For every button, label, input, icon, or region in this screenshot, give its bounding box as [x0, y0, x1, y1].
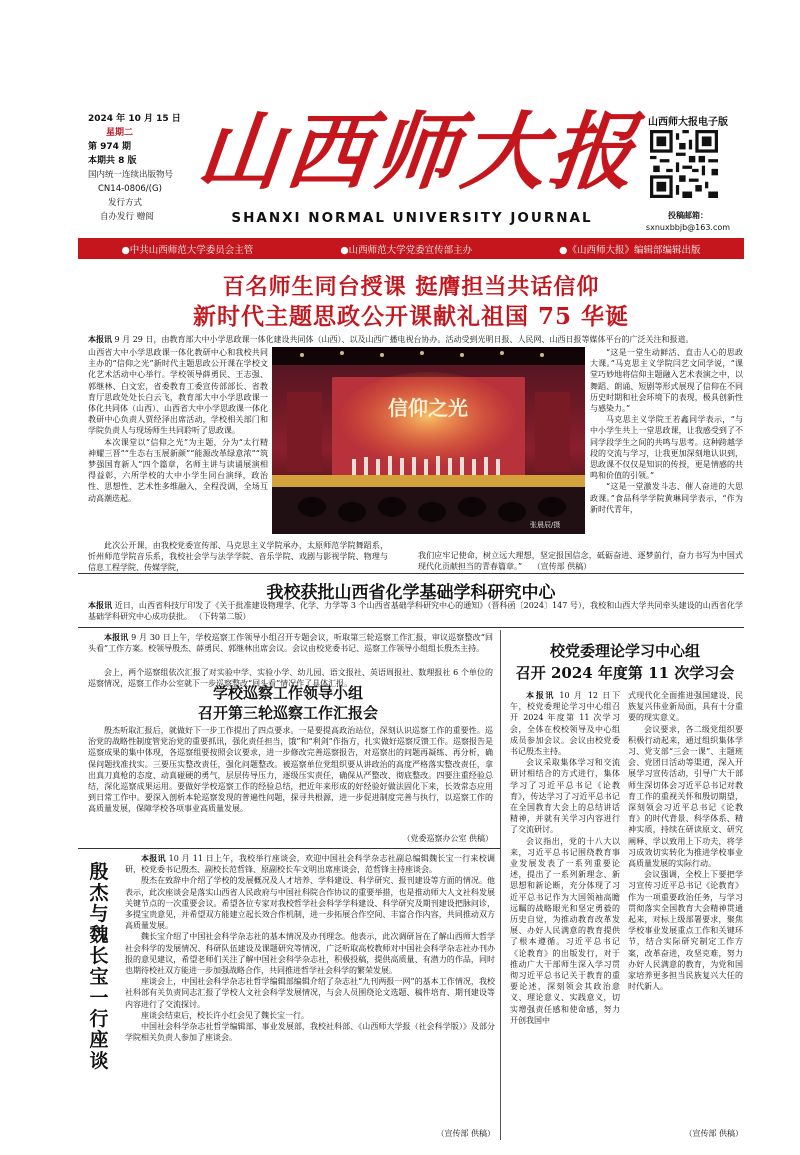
- article4-body: [125, 853, 495, 1125]
- article5-col1: [510, 690, 620, 1110]
- cn-number: CN14-0806/(G): [98, 184, 162, 194]
- article4-sign: （宣传部 供稿）: [436, 1129, 495, 1138]
- newspaper-logo: [192, 102, 644, 212]
- article5-headline: [505, 640, 745, 684]
- sponsor-item-3: ●《山西师大报》编辑部编辑出版: [559, 244, 701, 256]
- article1-col3-p2: 马克思主义学院王若鑫同学表示，“与中小学生共上一堂思政课，让我感受到了不同学段学生之间的共鸣与思考。这种跨越学段的交流与学习，让我更加深刻地认识到，思政课不仅仅是知识的传授，更是情感的共鸣和价值的引领。”: [590, 415, 743, 481]
- column-divider: [500, 630, 501, 1140]
- article5-p3: 会议指出，党的十八大以来，习近平总书记围绕教育事业发展发表了一系列重要论述，提出了一系列新理念、新思想和新论断，充分体现了习近平总书记作为大国领袖高瞻远瞩的战略眼光和坚定勇毅的历史自觉，为推动教育改革发展、办好人民满意的教育提供了根本遵循。习近平总书记《论教育》的出版发行，对于推动广大干部师生深入学习贯彻习近平总书记关于教育的重要论述，深刻领会其政治意义、理论意义、实践意义，切实增强责任感和使命感，努力开创我国中: [510, 836, 620, 1025]
- article4-p4: 座谈会上，中国社会科学杂志社哲学编辑部编辑介绍了杂志社“九刊两报一网”的基本工作情况，我校社科部有关负责同志汇报了学校人文社会科学发展情况，与会人员围绕论文选题、稿件培育、期刊建设等内容进行了交流探讨。: [125, 977, 495, 1009]
- article5-sign: （宣传部 供稿）: [684, 1129, 743, 1138]
- article5-headline-b: 召开 2024 年度第 11 次学习会: [515, 664, 735, 682]
- article1-col3-p1: “这是一堂生动鲜活、直击人心的思政大课。”马克思主义学院闫艺文同学说，“课堂巧妙地将信仰主题融入艺术表演之中，以舞蹈、朗诵、短剧等形式展现了信仰在不同历史时期和社会环境下的表现，极具创新性与感染力。”: [590, 348, 743, 414]
- issue-date: 2024 年 10 月 15 日: [88, 114, 181, 124]
- issue-pages: 本期共 8 版: [88, 156, 137, 166]
- article2-headline: 我校获批山西省化学基础学科研究中心: [266, 583, 556, 603]
- article4-p6: 中国社会科学杂志社哲学编辑部、事业发展部，我校社科部、《山西师大学报（社会科学版）》及部分学院相关负责人参加了座谈会。: [125, 1022, 495, 1043]
- article2-text: 近日，山西省科技厅印发了《关于批准建设物理学、化学、力学等 3 个山西省基础学科研究中心的通知》（晋科函〔2024〕147 号），我校和山西大学共同牵头建设的山西省化学基础学科研究中心成功获批。: [88, 601, 743, 622]
- distribution-value: 自办发行 赠阅: [100, 212, 154, 222]
- event-photo: [272, 347, 585, 534]
- photo-credit: 张晨辰/摄: [530, 521, 561, 529]
- article4-p3: 魏长宝介绍了中国社会科学杂志社的基本情况及办刊理念。他表示，此次调研旨在了解山西师大哲学社会科学的发展情况、科研队伍建设及课题研究等情况，广泛听取高校教师对中国社会科学杂志社办刊办报的意见建议，希望老师们关注了解中国社会科学杂志社，积极投稿，提供高质量、有潜力的作品，同时也期待校社双方能进一步加强战略合作，共同推进哲学社会科学的繁荣发展。: [125, 932, 495, 976]
- epaper-label: 山西师大报电子版: [648, 117, 728, 128]
- article4-p5: 座谈会结束后，校长许小红会见了魏长宝一行。: [141, 1010, 309, 1020]
- article5-p4: 式现代化全面推进强国建设、民族复兴伟业新局面，具有十分重要的现实意义。: [628, 691, 743, 723]
- divider: [78, 627, 744, 628]
- logo-text: 山西师大报: [192, 102, 644, 201]
- article3-lead: 本报讯: [104, 633, 129, 642]
- article1-bottom-mid: [418, 550, 743, 574]
- article5-p1: 10 月 12 日下午，校党委理论学习中心组召开 2024 年度第 11 次学习会，全体在校校领导及中心组成员参加会议。会议由校党委书记殷杰主持。: [510, 691, 620, 757]
- journal-english-title: SHANXI NORMAL UNIVERSITY JOURNAL: [231, 210, 593, 226]
- photo-stage-caption: 信仰之光: [388, 396, 468, 420]
- article3-p2: 会上，两个巡察组依次汇报了对实验中学、实验小学、幼儿园、语文报社、英语周报社、数理报社 6 个单位的巡察情况，巡察工作办公室就下一步巡察整改“回头看”情况作了具体汇报。: [88, 668, 493, 689]
- divider: [78, 573, 744, 574]
- article1-col1: [88, 347, 268, 537]
- article5-p2: 会议采取集体学习和交流研讨相结合的方式进行，集体学习了习近平总书记《论教育》，传达学习了习近平总书记在全国教育大会上的总结讲话精神，并就有关学习内容进行了交流研讨。: [510, 758, 620, 835]
- article3-body: [88, 725, 493, 830]
- article5-col2: [628, 690, 743, 1120]
- article1-top-text: 9 月 29 日，由教育部大中小学思政课一体化建设共同体（山西）、以及山西广播电视台协办。活动受到光明日报、人民网、山西日报等媒体平台的广泛关注和报道。: [114, 335, 694, 344]
- article4-vertical-headline: 殷杰与魏长宝一行座谈: [89, 861, 109, 1072]
- article3-p1: 9 月 30 日上午，学校巡察工作领导小组召开专题会议，听取第三轮巡察工作汇报，审议巡察整改“回头看”工作方案。校领导殷杰、薛勇民、郭继林出席会议。会议由校党委书记、巡察工作领导小组组长殷杰主持。: [88, 633, 493, 654]
- sponsor-bar: [78, 238, 744, 259]
- divider: [78, 848, 500, 849]
- article1-col1-p2: 本次课堂以“信仰之光”为主题，分为“太行精神耀三晋”“生态右玉展新颜”“能源改革绿意浓”“筑梦强国育新人”四个篇章，名师主讲与读诵展演相得益彰，六所学校的大中小学生同台演绎，政治性、思想性、艺术性多维融入，全程没调，全场互动高潮迭起。: [88, 437, 268, 503]
- masthead-info: [88, 112, 198, 224]
- sponsor-item-1: ●中共山西师范大学委员会主管: [121, 244, 254, 256]
- issue-number: 第 974 期: [88, 142, 132, 152]
- sponsor-item-2: ●山西师范大学党委宣传部主办: [340, 244, 473, 256]
- article3-headline-a: 学校巡察工作领导小组: [212, 684, 363, 702]
- article5-p6: 会议强调，全校上下要把学习宣传习近平总书记《论教育》作为一项重要政治任务，与学习贯彻落实全国教育大会精神贯通起来，对标上级部署要求，聚焦学校事业发展重点工作和关键环节，结合实际研究制定工作方案，改革奋进，攻坚克难，努力办好人民满意的教育，为党和国家培养更多担当民族复兴大任的时代新人。: [628, 870, 743, 992]
- article4-p2: 殷杰在致辞中介绍了学校的发展概况及人才培养、学科建设、科学研究、报刊建设等方面的情况。他表示，此次座谈会是落实山西省人民政府与中国社科院合作协议的重要举措，也是推动师大人文社科发展关键节点的一次重要会议。希望各位专家对我校哲学社会科学学科建设、科学研究及期刊建设把脉问诊，多提宝贵意见，并希望双方能建立起长效合作机制，进一步拓展合作空间、丰富合作内容，共同推动双方高质量发展。: [125, 876, 495, 931]
- article1-col3: [590, 347, 743, 545]
- article5-p5: 会议要求，各二级党组织要积极行动起来，通过组织集体学习、党支部“三会一课”、主题班会、党团日活动等渠道，深入开展学习宣传活动，引导广大干部师生深切体会习近平总书记对教育工作的重视关怀和殷切期望，深刻领会习近平总书记《论教育》的时代背景、科学体系、精神实质，持续在研读原文、研究阐释、学以致用上下功夫，将学习成效切实转化为推进学校事业高质量发展的实际行动。: [628, 724, 743, 869]
- article1-sign: （宣传部 供稿）: [532, 562, 592, 572]
- article4-p1: 10 月 11 日上午，我校举行座谈会，欢迎中国社会科学杂志社副总编辑魏长宝一行来校调研，校党委书记殷杰、副校长范哲锋、原副校长车文明出席座谈会，范哲锋主持座谈会。: [125, 854, 495, 875]
- article1-col1-p1: 山西省大中小学思政课一体化教研中心和我校共同主办的“信仰之光”新时代主题思政公开课在学校文化艺术活动中心举行。学校领导薛勇民、王志强、郭继林、白文宏，省委教育工委宣传部部长、省教育厅思政处处长白云飞，教育部大中小学思政课一体化共同体（山西）、山西省大中小学思政课一体化教研中心负责人贾经泽出席活动，学校相关部门和学院负责人与现场师生共同聆听了思政课。: [88, 348, 268, 436]
- article1-bottom-mid-text: 我们应牢记使命，树立远大理想，坚定报国信念，砥砺奋进、逐梦前行，奋力书写为中国式现代化贡献担当的青春篇章。”: [418, 551, 743, 572]
- article4-lead: 本报讯: [141, 854, 166, 863]
- contribution-info: [628, 210, 748, 234]
- distribution-label: 发行方式: [108, 198, 143, 208]
- article2-continued[interactable]: （下转第二版）: [194, 612, 251, 622]
- article1-headline-b: 新时代主题思政公开课献礼祖国 75 华诞: [192, 303, 630, 330]
- article5-headline-a: 校党委理论学习中心组: [549, 642, 700, 660]
- qr-code-icon[interactable]: [650, 130, 718, 198]
- article2-body: [88, 600, 743, 623]
- contribution-email[interactable]: sxnuxbbjb@163.com: [645, 223, 731, 232]
- article3-headline: [78, 683, 498, 723]
- article1-lead: 本报讯: [88, 335, 112, 344]
- cn-label: 国内统一连续出版物号: [88, 170, 174, 180]
- article1-col1-p3: 此次公开课，由我校党委宣传部、马克思主义学院承办，太原师范学院舞蹈系，忻州师范学院音乐系，我校社会学与法学学院、音乐学院、戏剧与影视学院、物理与信息工程学院、传媒学院，: [88, 541, 388, 573]
- article3-headline-b: 召开第三轮巡察工作汇报会: [197, 704, 378, 722]
- article1-headline-a: 百名师生同台授课 挺膺担当共话信仰: [222, 274, 600, 300]
- article1-top-line: [88, 334, 743, 347]
- contribution-label: 投稿邮箱：: [668, 211, 708, 220]
- article3-p3: 殷杰听取汇报后，就做好下一步工作提出了四点要求。一是要提高政治站位，深刻认识巡察工作的重要性。巡治党的战略性制度管党治党的重要抓讯，强化责任担当，饿”和“利剑”作指方，扎实做好巡察反馈工作。巡察报告是巡察成果的集中体现，各巡察组要按照会议要求，进一步修改完善巡察报告，对巡察出的问题再凝练、再分析，确保问题找准找实。三要压实整改责任，强化问题整改。被巡察单位党组织要从讲政治的高度严格落实整改责任，拿出真刀真枪的态度、动真碰硬的勇气，层层传导压力，逐级压实责任，确保从严整改、彻底整改。四要注重经验总结，深化巡察成果运用。要做好学校巡察工作的经验总结，把近年来形成的好经验好做法固化下来，长效常态应用到日常工作中。要深入剖析本轮巡察发现的普遍性问题，探寻共根源，进一步促进制度完善与执行，以巡察工作的高质量发展，保障学校各项事业高质量发展。: [88, 726, 493, 814]
- article3-sign: （党委巡察办公室 供稿）: [402, 834, 493, 843]
- issue-weekday: 星期二: [106, 128, 134, 138]
- article2-lead: 本报讯: [88, 601, 113, 610]
- article5-lead: 本报讯: [526, 691, 556, 700]
- article1-col3-p3: “这是一堂激发斗志、催人奋进的大思政课。”食品科学学院黄琳同学表示，“作为新时代青年，: [590, 482, 743, 514]
- article1-col1-continued: [88, 540, 388, 574]
